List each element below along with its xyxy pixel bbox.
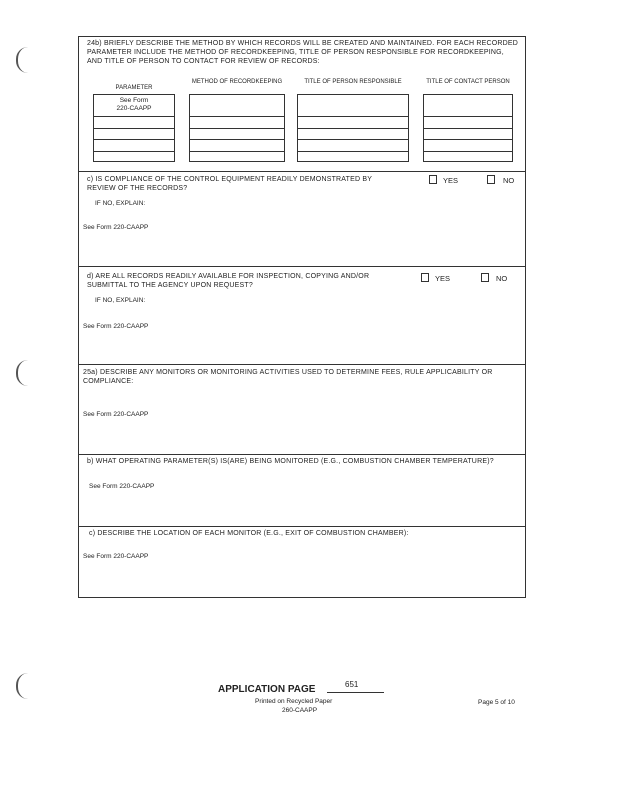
section-25a <box>79 365 525 455</box>
table-row[interactable] <box>190 95 284 117</box>
answer-text: See Form 220-CAAPP <box>83 553 149 560</box>
explain-label: IF NO, EXPLAIN: <box>95 297 146 304</box>
no-label: NO <box>496 274 508 283</box>
table-row[interactable] <box>298 140 408 152</box>
section-24b <box>79 37 525 172</box>
form-number: 260-CAAPP <box>282 707 318 714</box>
yes-label: YES <box>443 176 459 185</box>
recycled-paper-note: Printed on Recycled Paper <box>255 698 333 705</box>
parameter-column <box>93 94 175 162</box>
contact-column <box>423 94 513 162</box>
col-header-method: METHOD OF RECORDKEEPING <box>191 79 283 85</box>
table-row[interactable] <box>424 117 512 129</box>
punch-hole-top <box>16 47 28 73</box>
application-page-number: 651 <box>345 680 359 689</box>
punch-hole-middle <box>16 360 28 386</box>
yes-checkbox[interactable] <box>429 175 437 184</box>
question-25a: 25a) DESCRIBE ANY MONITORS OR MONITORING ACTIVITIES USED TO DETERMINE FEES, RULE APPLICABILITY OR COMPLIANCE: <box>83 369 493 385</box>
question-24d: d) ARE ALL RECORDS READILY AVAILABLE FOR INSPECTION, COPYING AND/OR SUBMITTAL TO THE AGENCY UPON REQUEST? <box>87 273 370 289</box>
answer-text: See Form 220-CAAPP <box>89 483 155 490</box>
table-row[interactable] <box>94 129 174 141</box>
answer-text: See Form 220-CAAPP <box>83 224 149 231</box>
application-page-title: APPLICATION PAGE <box>218 684 316 695</box>
explain-label: IF NO, EXPLAIN: <box>95 200 146 207</box>
section-25b <box>79 455 525 527</box>
no-label: NO <box>503 176 515 185</box>
col-header-person: TITLE OF PERSON RESPONSIBLE <box>304 79 402 85</box>
table-row[interactable] <box>424 152 512 164</box>
parameter-cell: See Form 220-CAAPP <box>116 97 152 112</box>
question-24c: c) IS COMPLIANCE OF THE CONTROL EQUIPMENT READILY DEMONSTRATED BY REVIEW OF THE RECORDS? <box>87 176 373 192</box>
punch-hole-bottom <box>16 673 28 699</box>
page-of: Page 5 of 10 <box>478 699 515 706</box>
table-row[interactable] <box>94 140 174 152</box>
question-25b: b) WHAT OPERATING PARAMETER(S) IS(ARE) BEING MONITORED (E.G., COMBUSTION CHAMBER TEMPERATURE)? <box>87 458 494 465</box>
table-row[interactable] <box>298 129 408 141</box>
answer-text: See Form 220-CAAPP <box>83 411 149 418</box>
yes-label: YES <box>435 274 451 283</box>
section-24d <box>79 267 525 365</box>
yes-checkbox[interactable] <box>421 273 429 282</box>
no-checkbox[interactable] <box>487 175 495 184</box>
no-checkbox[interactable] <box>481 273 489 282</box>
table-row[interactable] <box>190 117 284 129</box>
table-row[interactable] <box>190 152 284 164</box>
person-column <box>297 94 409 162</box>
col-header-parameter: PARAMETER <box>115 85 153 91</box>
col-header-contact: TITLE OF CONTACT PERSON <box>426 79 510 85</box>
table-row[interactable] <box>190 140 284 152</box>
table-row[interactable] <box>424 95 512 117</box>
table-row[interactable] <box>424 140 512 152</box>
table-row[interactable] <box>94 152 174 164</box>
page-number-line <box>327 692 384 693</box>
table-row[interactable] <box>94 117 174 129</box>
question-25c: c) DESCRIBE THE LOCATION OF EACH MONITOR (E.G., EXIT OF COMBUSTION CHAMBER): <box>89 530 409 537</box>
question-24b: 24b) BRIEFLY DESCRIBE THE METHOD BY WHICH RECORDS WILL BE CREATED AND MAINTAINED. FOR EACH RECORDED PARAMETER INCLUDE THE METHOD OF RECORDKEEPING, TITLE OF PERSON RESPONSIBLE FOR RECORDKEEPING, AND TITLE OF PERSON TO CONTACT FOR REVIEW OF RECORDS: <box>87 40 519 65</box>
section-25c <box>79 527 525 598</box>
method-column <box>189 94 285 162</box>
table-row[interactable] <box>298 95 408 117</box>
table-row[interactable] <box>94 95 174 117</box>
records-monitoring-form <box>78 36 526 598</box>
answer-text: See Form 220-CAAPP <box>83 323 149 330</box>
table-row[interactable] <box>190 129 284 141</box>
section-24c <box>79 172 525 267</box>
table-row[interactable] <box>424 129 512 141</box>
table-row[interactable] <box>298 117 408 129</box>
table-row[interactable] <box>298 152 408 164</box>
